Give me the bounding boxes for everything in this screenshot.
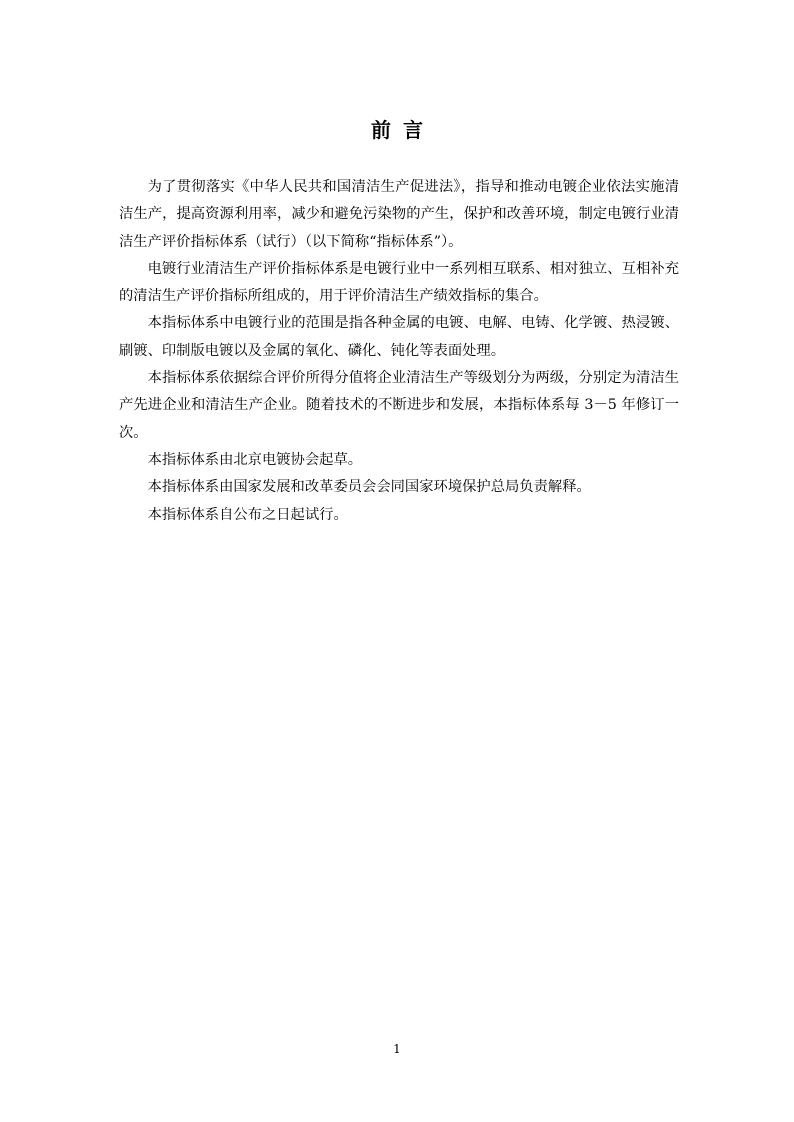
paragraph-scope: 本指标体系中电镀行业的范围是指各种金属的电镀、电解、电铸、化学镀、热浸镀、刷镀、印制版电镀以及金属的氧化、磷化、钝化等表面处理。 [119, 315, 679, 359]
paragraph-definition: 电镀行业清洁生产评价指标体系是电镀行业中一系列相互联系、相对独立、互相补充的清洁生产评价指标所组成的，用于评价清洁生产绩效指标的集合。 [119, 260, 679, 305]
page-title: 前言 [371, 118, 435, 142]
paragraph-drafter: 本指标体系由北京电镀协会起草。 [147, 451, 363, 468]
page-number: 1 [393, 1042, 401, 1056]
paragraph-interpretation: 本指标体系由国家发展和改革委员会会同国家环境保护总局负责解释。 [147, 479, 591, 496]
paragraph-effective: 本指标体系自公布之日起试行。 [147, 506, 348, 523]
document-body [119, 174, 679, 529]
paragraph-purpose: 为了贯彻落实《中华人民共和国清洁生产促进法》，指导和推动电镀企业依法实施清洁生产，提高资源利用率，减少和避免污染物的产生，保护和改善环境，制定电镀行业清洁生产评价指标体系（试行）（以下简称“指标体系”）。 [119, 179, 679, 250]
paragraph-grading: 本指标体系依据综合评价所得分值将企业清洁生产等级划分为两级，分别定为清洁生产先进企业和清洁生产企业。随着技术的不断进步和发展，本指标体系每 3－5 年修订一次。 [119, 370, 679, 441]
